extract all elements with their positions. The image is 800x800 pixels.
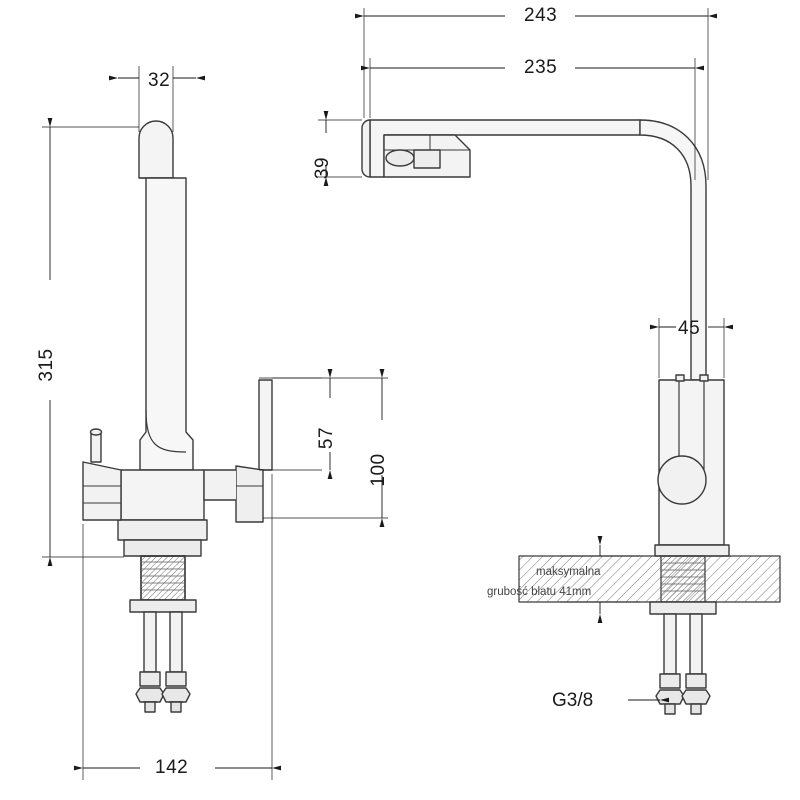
dim-label-reach-outer: 243 bbox=[524, 5, 558, 26]
faucet-left-view bbox=[83, 121, 272, 712]
thread-spec-label: G3/8 bbox=[552, 690, 594, 711]
dim-label-reach-inner: 235 bbox=[524, 57, 558, 78]
dim-label-lever-height: 100 bbox=[368, 453, 389, 487]
dim-label-total-height: 315 bbox=[36, 348, 57, 382]
dim-label-lever-offset: 57 bbox=[316, 426, 337, 450]
dim-label-spout-top-width: 32 bbox=[148, 70, 171, 91]
dim-label-spout-head-height: 39 bbox=[312, 156, 333, 180]
dim-label-base-width: 142 bbox=[155, 757, 189, 778]
worktop-note-line-2: grubość blatu 41mm bbox=[487, 586, 592, 598]
dim-label-body-width: 45 bbox=[678, 318, 701, 339]
worktop-note-line-1: maksymalna bbox=[536, 566, 601, 578]
faucet-right-view bbox=[362, 120, 780, 714]
